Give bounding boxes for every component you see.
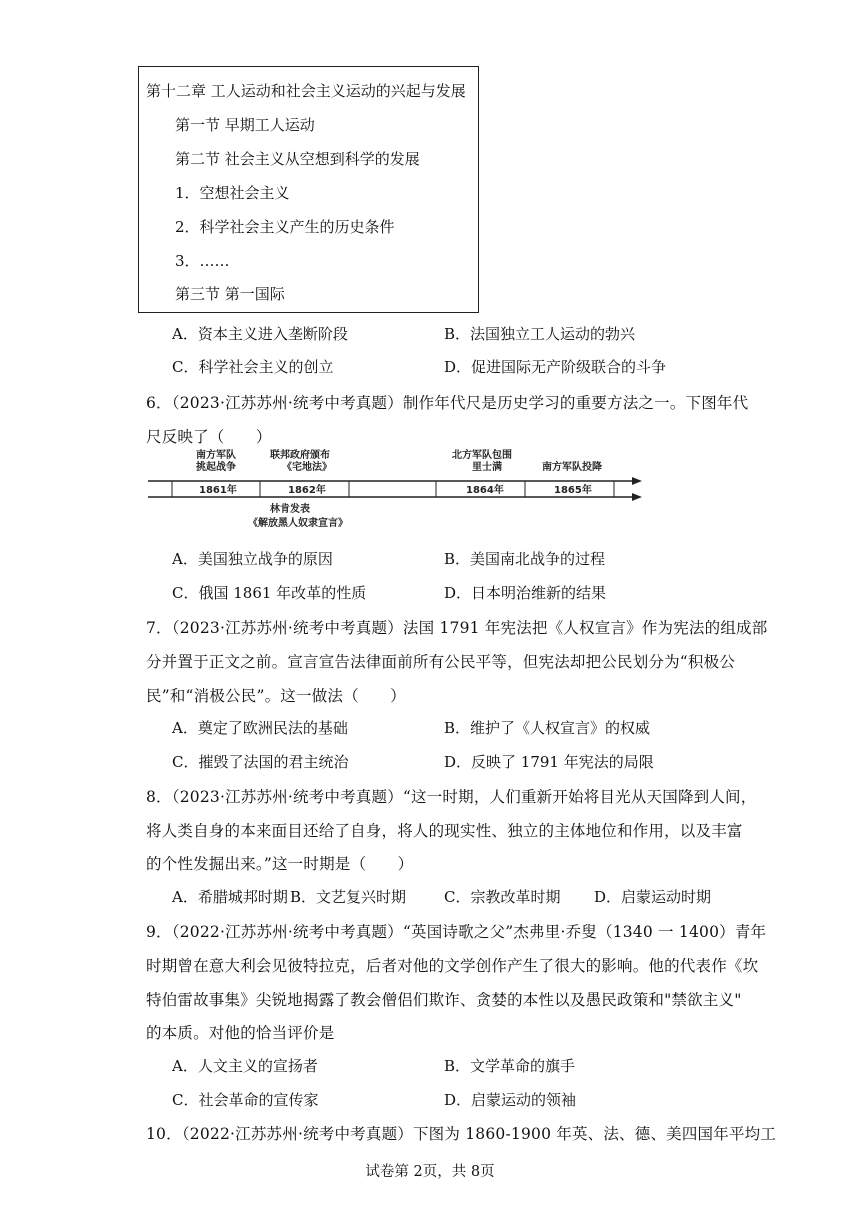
q7-option-b[interactable]: B．维护了《人权宣言》的权威: [444, 719, 651, 737]
timeline-top-label-3b: 里士满: [472, 462, 502, 473]
timeline-top-label-2a: 联邦政府颁布: [270, 450, 330, 461]
q8-option-a[interactable]: A．希腊城邦时期: [172, 888, 288, 906]
timeline-top-label-1a: 南方军队: [196, 450, 236, 461]
outline-item-1: 1．空想社会主义: [175, 184, 290, 202]
timeline-top-label-1b: 挑起战争: [196, 462, 236, 473]
q6-stem-line-2: 尺反映了（ ）: [146, 428, 272, 446]
outline-section-2: 第二节 社会主义从空想到科学的发展: [175, 150, 420, 168]
q9-option-d[interactable]: D．启蒙运动的领袖: [444, 1091, 577, 1109]
timeline-year-1864: 1864年: [466, 485, 504, 496]
page-footer: 试卷第 2页，共 8页: [365, 1164, 495, 1180]
q7-option-a[interactable]: A．奠定了欧洲民法的基础: [172, 719, 348, 737]
q8-stem-line-3: 的个性发掘出来。”这一时期是（ ）: [146, 855, 414, 873]
outline-section-3: 第三节 第一国际: [175, 285, 285, 303]
timeline-top-label-2b: 《宅地法》: [282, 462, 332, 473]
outline-chapter: 第十二章 工人运动和社会主义运动的兴起与发展: [146, 82, 466, 100]
q6-option-c[interactable]: C．俄国 1861 年改革的性质: [172, 584, 367, 602]
timeline-year-1862: 1862年: [288, 485, 326, 496]
q7-stem-line-1: 7．（2023·江苏苏州·统考中考真题）法国 1791 年宪法把《人权宣言》作为宪法的组成部: [146, 619, 768, 637]
timeline-top-label-4a: 南方军队投降: [542, 462, 602, 473]
timeline-bottom-label-a: 林肯发表: [270, 504, 310, 515]
q8-option-b[interactable]: B．文艺复兴时期: [290, 888, 407, 906]
q8-stem-line-1: 8．（2023·江苏苏州·统考中考真题）“这一时期，人们重新开始将目光从天国降到人间，: [146, 788, 757, 806]
q7-stem-line-2: 分并置于正文之前。宣言宣告法律面前所有公民平等，但宪法却把公民划分为“积极公: [146, 653, 736, 671]
timeline-bottom-label-b: 《解放黑人奴隶宣言》: [248, 518, 348, 529]
q8-stem-line-2: 将人类自身的本来面目还给了自身，将人的现实性、独立的主体地位和作用，以及丰富: [146, 822, 743, 840]
timeline-year-1861: 1861年: [199, 485, 237, 496]
q9-option-b[interactable]: B．文学革命的旗手: [444, 1057, 576, 1075]
outline-item-2: 2．科学社会主义产生的历史条件: [175, 218, 395, 236]
q6-stem-line-1: 6．（2023·江苏苏州·统考中考真题）制作年代尺是历史学习的重要方法之一。下图年代: [146, 394, 749, 412]
q8-option-c[interactable]: C．宗教改革时期: [444, 888, 561, 906]
q5-option-b[interactable]: B．法国独立工人运动的勃兴: [444, 325, 636, 343]
q7-stem-line-3: 民”和“消极公民”。这一做法（ ）: [146, 687, 406, 705]
q9-stem-line-4: 的本质。对他的恰当评价是: [146, 1024, 335, 1042]
q7-option-c[interactable]: C．摧毁了法国的君主统治: [172, 753, 349, 771]
q5-option-c[interactable]: C．科学社会主义的创立: [172, 358, 334, 376]
outline-item-3: 3．……: [175, 252, 230, 270]
outline-section-1: 第一节 早期工人运动: [175, 116, 315, 134]
timeline-top-label-3a: 北方军队包围: [452, 450, 512, 461]
q9-option-a[interactable]: A．人文主义的宣扬者: [172, 1057, 318, 1075]
q5-option-a[interactable]: A．资本主义进入垄断阶段: [172, 325, 348, 343]
timeline-year-1865: 1865年: [554, 485, 592, 496]
q7-option-d[interactable]: D．反映了 1791 年宪法的局限: [444, 753, 654, 771]
q6-option-a[interactable]: A．美国独立战争的原因: [172, 550, 333, 568]
outline-box: [138, 66, 479, 313]
timeline-figure: [146, 448, 646, 538]
q9-stem-line-3: 特伯雷故事集》尖锐地揭露了教会僧侣们欺诈、贪婪的本性以及愚民政策和"禁欲主义": [146, 991, 742, 1009]
q9-stem-line-1: 9．（2022·江苏苏州·统考中考真题）“英国诗歌之父”杰弗里·乔叟（1340 一 1400）青年: [146, 923, 767, 941]
q6-option-b[interactable]: B．美国南北战争的过程: [444, 550, 606, 568]
q9-stem-line-2: 时期曾在意大利会见彼特拉克，后者对他的文学创作产生了很大的影响。他的代表作《坎: [146, 957, 759, 975]
q10-stem-line-1: 10．（2022·江苏苏州·统考中考真题）下图为 1860-1900 年英、法、德、美四国年平均工: [146, 1125, 777, 1143]
q8-option-d[interactable]: D．启蒙运动时期: [594, 888, 712, 906]
q9-option-c[interactable]: C．社会革命的宣传家: [172, 1091, 319, 1109]
q6-option-d[interactable]: D．日本明治维新的结果: [444, 584, 607, 602]
q5-option-d[interactable]: D．促进国际无产阶级联合的斗争: [444, 358, 667, 376]
